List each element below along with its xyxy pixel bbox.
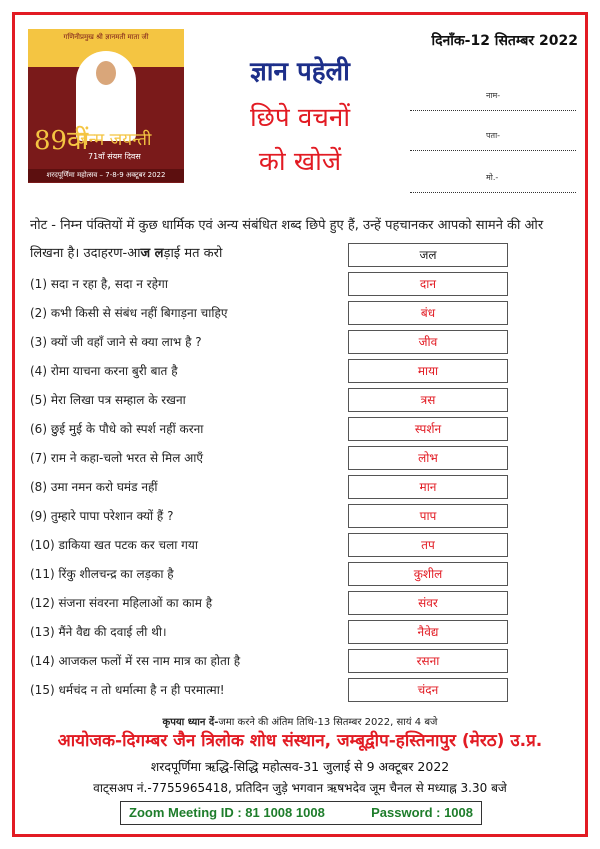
answer-box[interactable]: माया [348,359,508,383]
question-row [30,272,570,296]
address-label: पता- [486,131,501,140]
question-text: (9) तुम्हारे पापा परेशान क्यों हैं ? [30,509,174,523]
answer-box[interactable]: नैवेद्य [348,620,508,644]
note-tail: ड़ाई मत करो [163,246,223,261]
festival-line: शरदपूर्णिमा ऋद्धि-सिद्धि महोत्सव-31 जुलाई से 9 अक्टूबर 2022 [150,759,450,774]
question-row [30,446,570,470]
poster-top-text: गणिनीप्रमुख श्री ज्ञानमती माता जी [63,33,149,41]
answer-box[interactable]: दान [348,272,508,296]
title-line-2: छिपे वचनों [249,103,351,133]
contact-line: वाट्सअप नं.-7755965418, प्रतिदिन जुड़े भगवान ऋषभदेव जूम चैनल से मध्याह्न 3.30 बजे [93,781,507,795]
question-text: (14) आजकल फलों में रस नाम मात्र का होता है [30,654,241,668]
question-text: (15) धर्मचंद न तो धर्मात्मा है न ही परमात्मा! [30,683,225,697]
question-text: (8) उमा नमन करो घमंड नहीं [30,480,158,494]
question-row [30,475,570,499]
poster-number: 89वीं [34,126,89,156]
date-label: दिनाँक-12 सितम्बर 2022 [431,33,578,49]
question-row [30,649,570,673]
poster-jayanti: जन्म जयन्ती [76,130,152,150]
question-row [30,678,570,702]
question-row [30,388,570,412]
question-row [30,562,570,586]
title-line-1: ज्ञान पहेली [250,57,350,87]
deadline-text: जमा करने की अंतिम तिथि-13 सितम्बर 2022, सायं 4 बजे [218,717,438,728]
question-text: (5) मेरा लिखा पत्र सम्हाल के रखना [30,393,186,407]
answer-box[interactable]: बंध [348,301,508,325]
answer-box[interactable]: तप [348,533,508,557]
answer-box[interactable]: जीव [348,330,508,354]
note-text: नोट - निम्न पंक्तियों में कुछ धार्मिक एवं अन्य संबंधित शब्द छिपे हुए हैं, उन्हें पहचानकर आपको सामने की ओर लिखना है। उदाहरण-आ [30,218,544,261]
answer-box[interactable]: पाप [348,504,508,528]
answer-box[interactable]: संवर [348,591,508,615]
name-field[interactable] [410,90,576,111]
address-field[interactable] [410,130,576,151]
title-line-3: को खोजें [258,147,342,177]
question-text: (10) डाकिया खत पटक कर चला गया [30,538,198,552]
question-row [30,591,570,615]
note-bold: ज ल [140,246,164,261]
answer-box[interactable]: स्पर्शन [348,417,508,441]
question-text: (7) राम ने कहा-चलो भरत से मिल आएँ [30,451,204,465]
poster-bottom-text: शरदपूर्णिमा महोत्सव – 7-8-9 अक्टूबर 2022 [28,169,184,182]
question-text: (4) रोमा याचना करना बुरी बात है [30,364,178,378]
question-row [30,504,570,528]
question-text: (13) मैंने वैद्य की दवाई ली थी। [30,625,167,639]
question-row [30,359,570,383]
question-text: (6) छुई मुई के पौधे को स्पर्श नहीं करना [30,422,204,436]
answer-box[interactable]: त्रस [348,388,508,412]
example-row [30,243,570,267]
example-answer-box: जल [348,243,508,267]
question-text: (12) संजना संवरना महिलाओं का काम है [30,596,213,610]
mobile-label: मो.- [486,173,499,182]
question-row [30,301,570,325]
question-row [30,620,570,644]
question-row [30,533,570,557]
name-label: नाम- [486,91,501,100]
deadline-bold: कृपया ध्यान दें- [162,717,219,728]
poster-subtitle: 71वाँ संयम दिवस [88,152,141,161]
answer-box[interactable]: लोभ [348,446,508,470]
mobile-field[interactable] [410,172,576,193]
question-row [30,417,570,441]
question-text: (2) कभी किसी से संबंध नहीं बिगाड़ना चाहिए [30,306,228,320]
zoom-box [120,801,482,825]
question-text: (3) क्यों जी वहाँ जाने से क्या लाभ है ? [30,335,202,349]
question-row [30,330,570,354]
deadline-note [0,714,600,728]
question-text: (11) रिंकु शीलचन्द्र का लड़का है [30,567,174,581]
answer-box[interactable]: कुशील [348,562,508,586]
zoom-password: Password : 1008 [371,805,473,820]
answer-box[interactable]: चंदन [348,678,508,702]
organizer-line: आयोजक-दिगम्बर जैन त्रिलोक शोध संस्थान, जम्बूद्वीप-हस्तिनापुर (मेरठ) उ.प्र. [57,731,543,751]
answer-box[interactable]: मान [348,475,508,499]
answer-box[interactable]: रसना [348,649,508,673]
zoom-meeting-id: Zoom Meeting ID : 81 1008 1008 [129,805,325,820]
question-text: (1) सदा न रहा है, सदा न रहेगा [30,277,168,291]
